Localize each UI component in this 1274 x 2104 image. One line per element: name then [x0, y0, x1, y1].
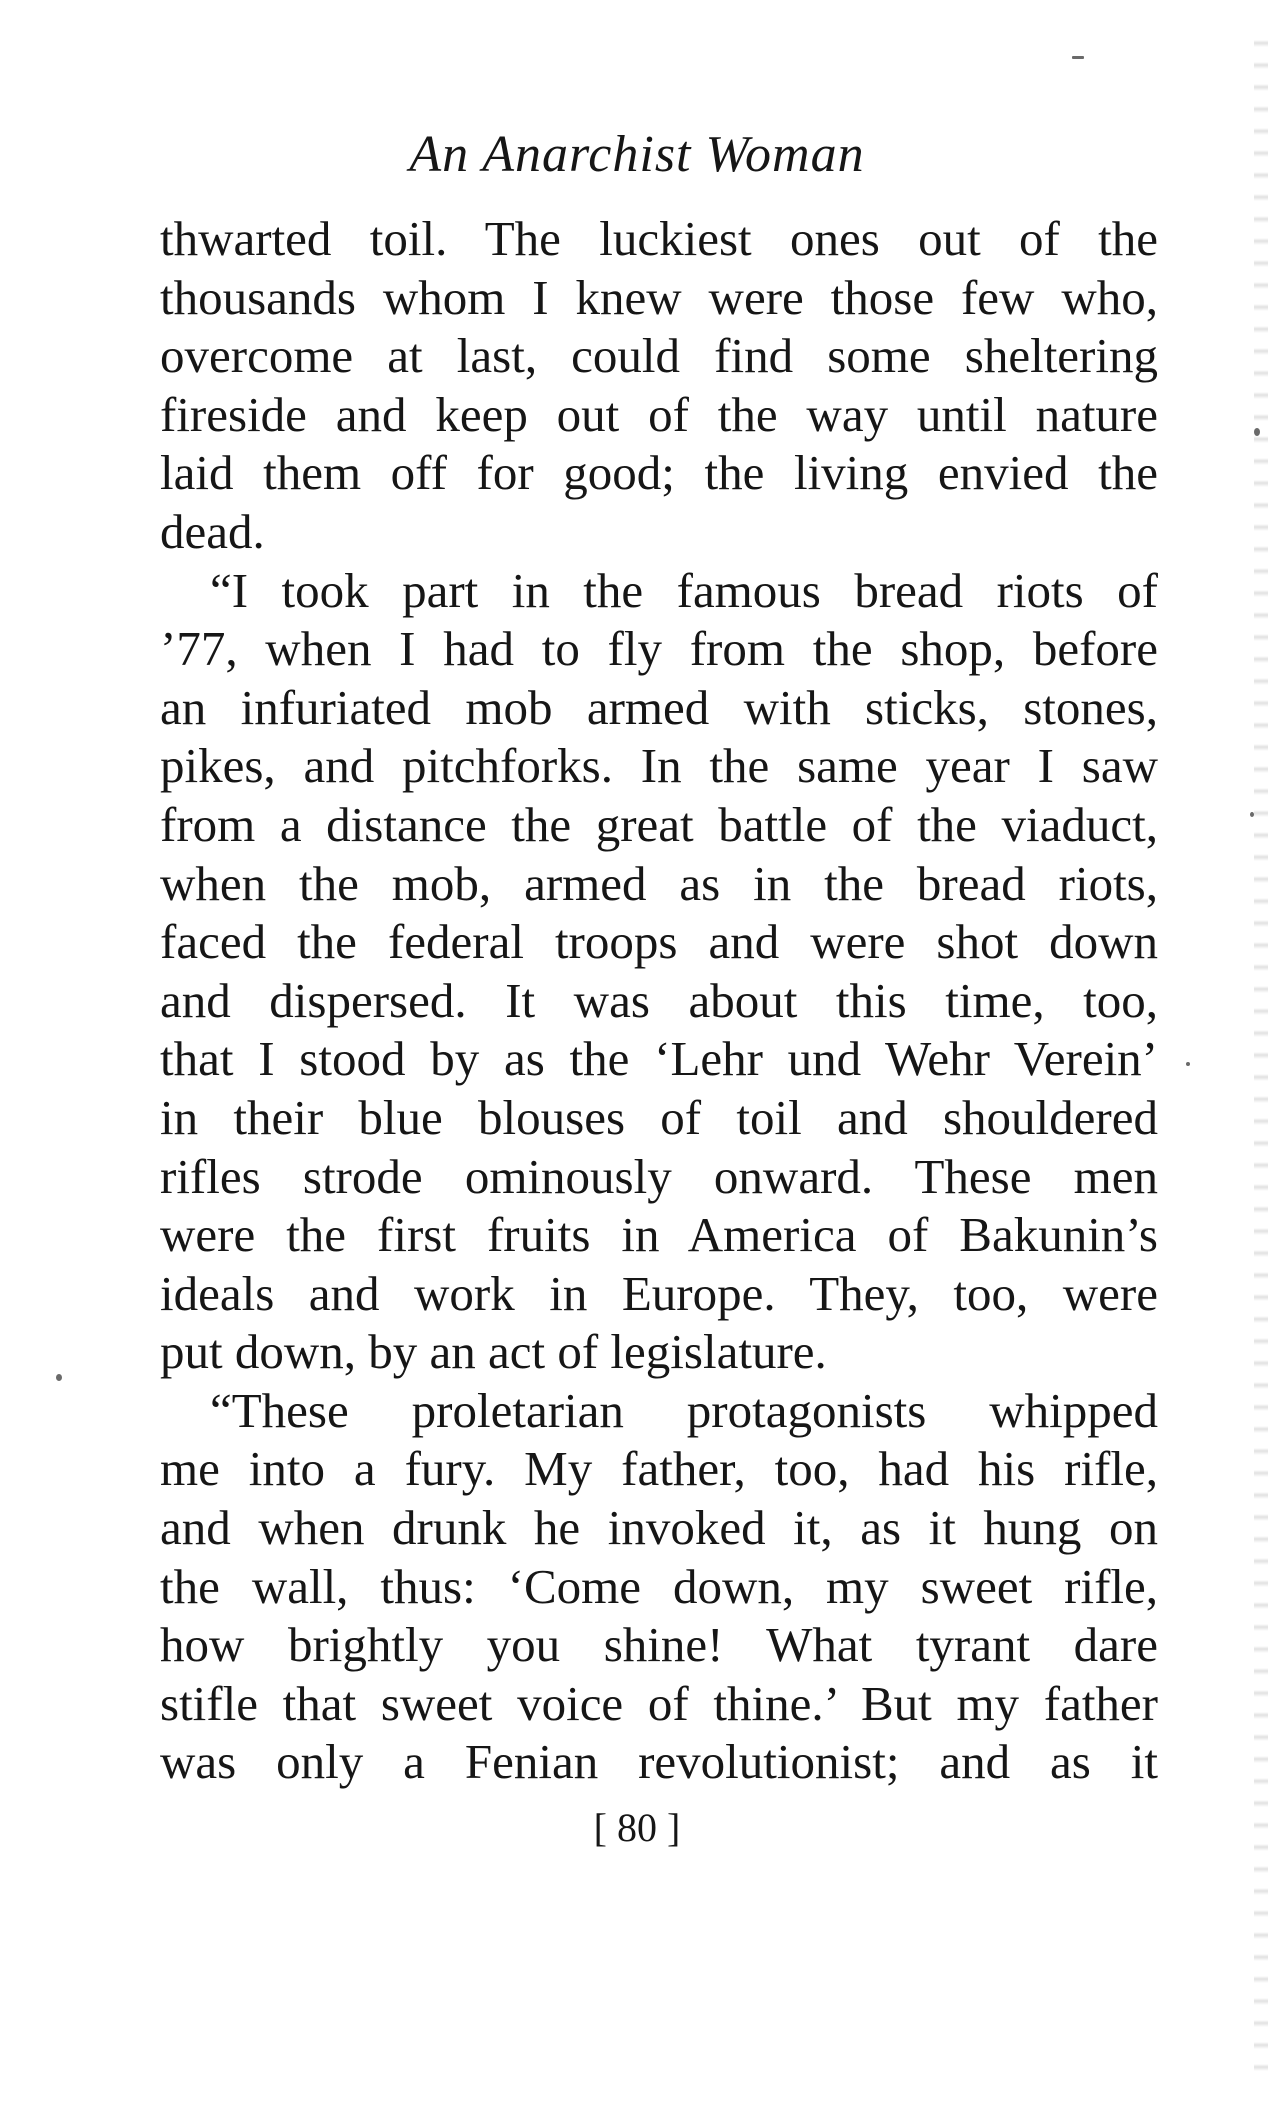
text-line: ’77, when I had to fly from the shop, before [160, 621, 1158, 677]
text-line: pikes, and pitchforks. In the same year I saw [160, 738, 1158, 794]
text-line: me into a fury. My father, too, had his rifle, [160, 1441, 1158, 1497]
text-line: the wall, thus: ‘Come down, my sweet rifle, [160, 1558, 1158, 1614]
text-line: faced the federal troops and were shot down [160, 914, 1158, 970]
body-text [160, 210, 1158, 1792]
page-number: [ 80 ] [593, 1805, 681, 1850]
text-line: fireside and keep out of the way until nature [160, 386, 1158, 442]
text-line: laid them off for good; the living envied the [160, 445, 1158, 501]
scan-speck [1072, 56, 1084, 59]
text-line: “These proletarian protagonists whipped [210, 1382, 1158, 1438]
text-line: when the mob, armed as in the bread riots, [160, 855, 1158, 911]
text-line: overcome at last, could find some sheltering [160, 328, 1158, 384]
scan-speck [56, 1374, 62, 1381]
text-line: “I took part in the famous bread riots of [210, 562, 1158, 618]
text-line: thousands whom I knew were those few who, [160, 269, 1158, 325]
paragraph [160, 562, 1158, 1382]
text-line: stifle that sweet voice of thine.’ But my father [160, 1675, 1158, 1731]
text-line: rifles strode ominously onward. These men [160, 1148, 1158, 1204]
text-line: ideals and work in Europe. They, too, were [160, 1265, 1158, 1321]
text-line: an infuriated mob armed with sticks, stones, [160, 679, 1158, 735]
text-line: thwarted toil. The luckiest ones out of the [160, 211, 1158, 266]
text-line: from a distance the great battle of the viaduct, [160, 796, 1158, 852]
text-line: put down, by an act of legislature. [160, 1324, 827, 1380]
text-line: dead. [160, 503, 265, 559]
text-line: in their blue blouses of toil and shouldered [160, 1089, 1158, 1145]
text-line: was only a Fenian revolutionist; and as it [160, 1734, 1158, 1790]
scan-edge-artifact [1254, 40, 1268, 2080]
text-line: that I stood by as the ‘Lehr und Wehr Verein’ [160, 1031, 1158, 1087]
paragraph [160, 210, 1158, 562]
running-head: An Anarchist Woman [409, 126, 865, 183]
scan-speck [1250, 812, 1254, 817]
text-line: were the first fruits in America of Bakunin’s [160, 1207, 1158, 1263]
paragraph [160, 1382, 1158, 1792]
scan-speck [1186, 1062, 1190, 1066]
text-line: how brightly you shine! What tyrant dare [160, 1617, 1158, 1673]
text-line: and dispersed. It was about this time, too, [160, 972, 1158, 1028]
scan-speck [1254, 428, 1260, 436]
text-line: and when drunk he invoked it, as it hung on [160, 1500, 1158, 1556]
